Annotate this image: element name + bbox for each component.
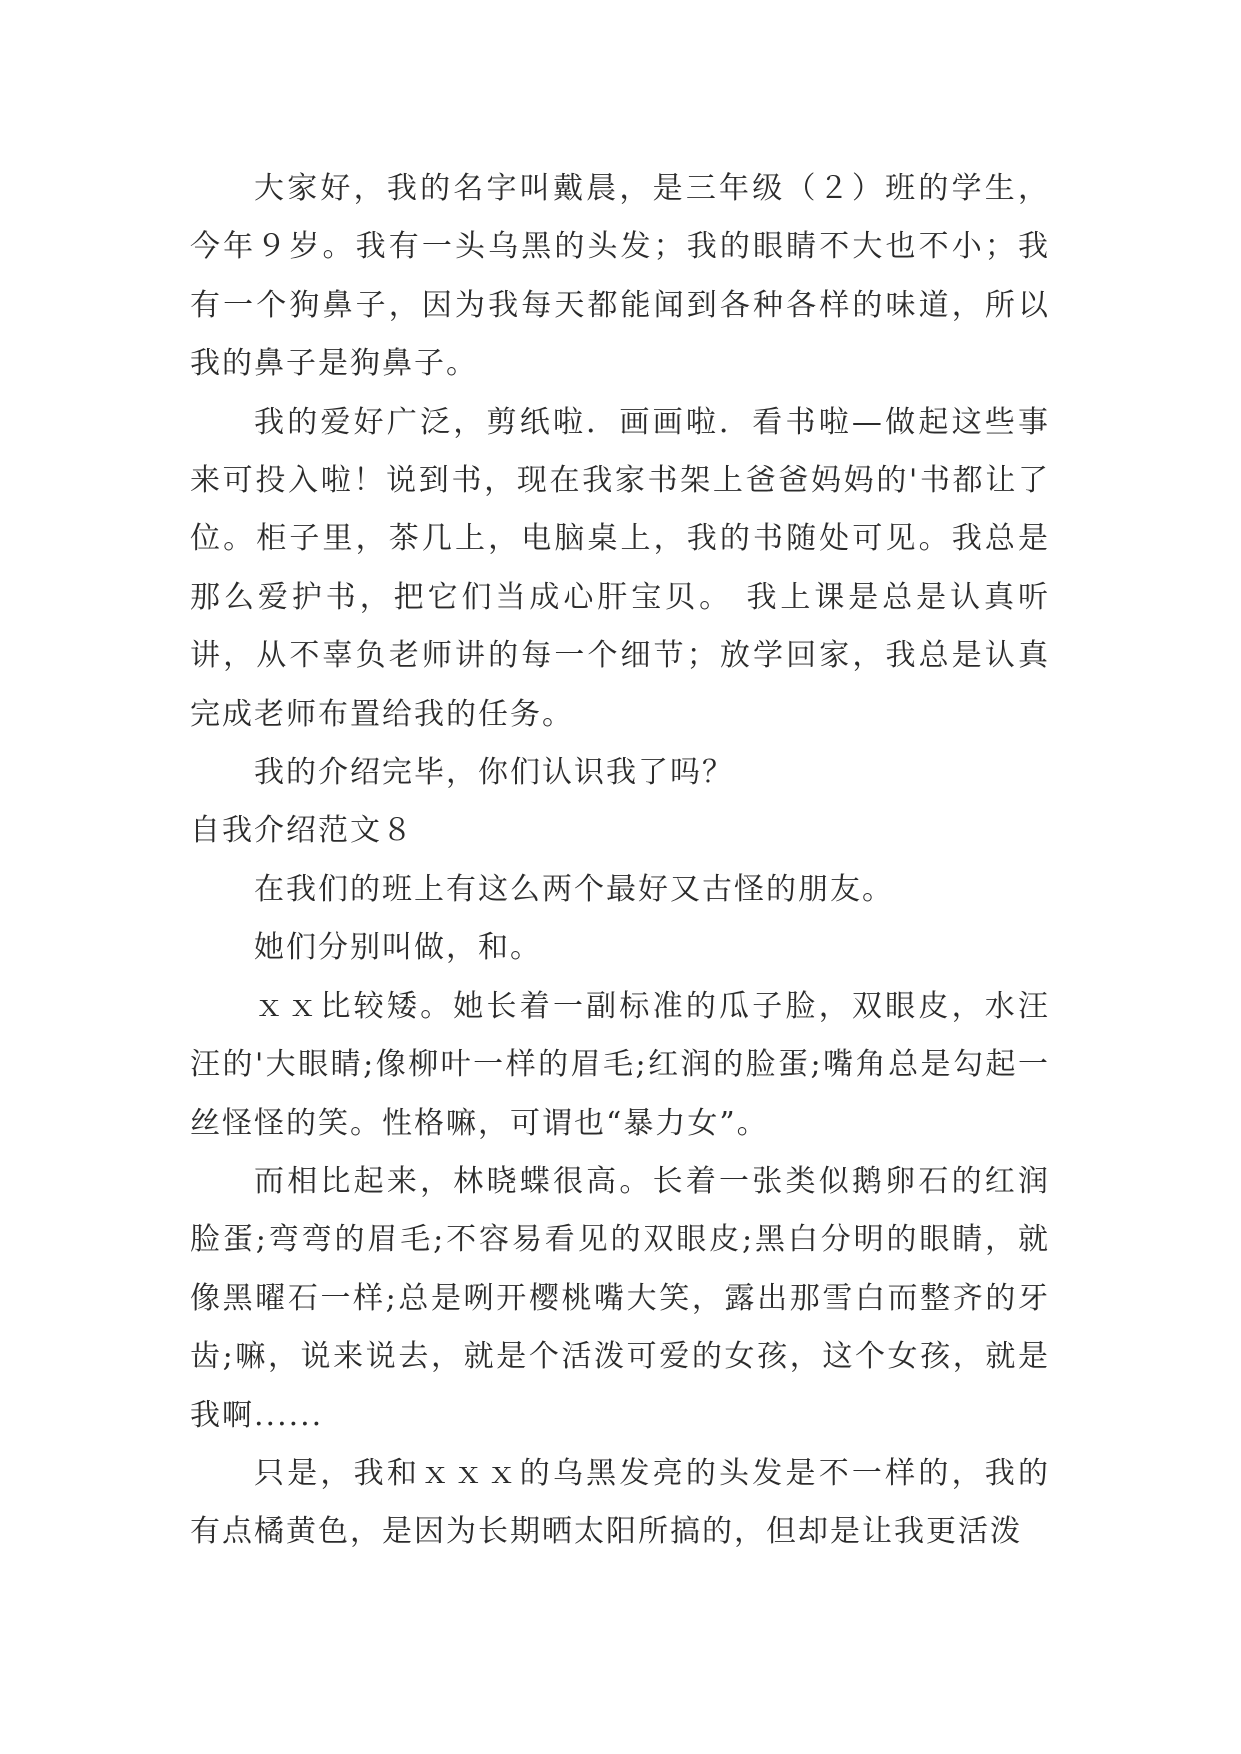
paragraph: 我的爱好广泛，剪纸啦．画画啦．看书啦—做起这些事来可投入啦！说到书，现在我家书架上爸爸妈妈的'书都让了位。柜子里，茶几上，电脑桌上，我的书随处可见。我总是那么爱护书，把它们当成心肝宝贝。 我上课是总是认真听讲，从不辜负老师讲的每一个细节；放学回家，我总是认真完成老师布置给我的任务。 [190, 404, 1050, 732]
paragraph: 大家好，我的名字叫戴晨，是三年级（２）班的学生，今年９岁。我有一头乌黑的头发；我的眼睛不大也不小；我有一个狗鼻子，因为我每天都能闻到各种各样的味道，所以我的鼻子是狗鼻子。 [190, 171, 1050, 382]
paragraph: 在我们的班上有这么两个最好又古怪的朋友。 [254, 871, 894, 907]
paragraph: ｘｘ比较矮。她长着一副标准的瓜子脸，双眼皮，水汪汪的'大眼睛;像柳叶一样的眉毛;红润的脸蛋;嘴角总是勾起一丝怪怪的笑。性格嘛，可谓也“暴力女”。 [190, 988, 1050, 1141]
paragraph: 只是，我和ｘｘｘ的乌黑发亮的头发是不一样的，我的有点橘黄色，是因为长期晒太阳所搞的，但却是让我更活泼 [190, 1455, 1050, 1550]
section-heading: 自我介绍范文８ [190, 813, 414, 849]
paragraph: 她们分别叫做，和。 [254, 930, 542, 966]
paragraph: 而相比起来，林晓蝶很高。长着一张类似鹅卵石的红润脸蛋;弯弯的眉毛;不容易看见的双眼皮;黑白分明的眼睛，就像黑曜石一样;总是咧开樱桃嘴大笑，露出那雪白而整齐的牙齿;嘛，说来说去，就是个活泼可爱的女孩，这个女孩，就是我啊...... [190, 1163, 1050, 1433]
document-body [190, 160, 1050, 1562]
paragraph: 我的介绍完毕，你们认识我了吗？ [254, 755, 734, 791]
